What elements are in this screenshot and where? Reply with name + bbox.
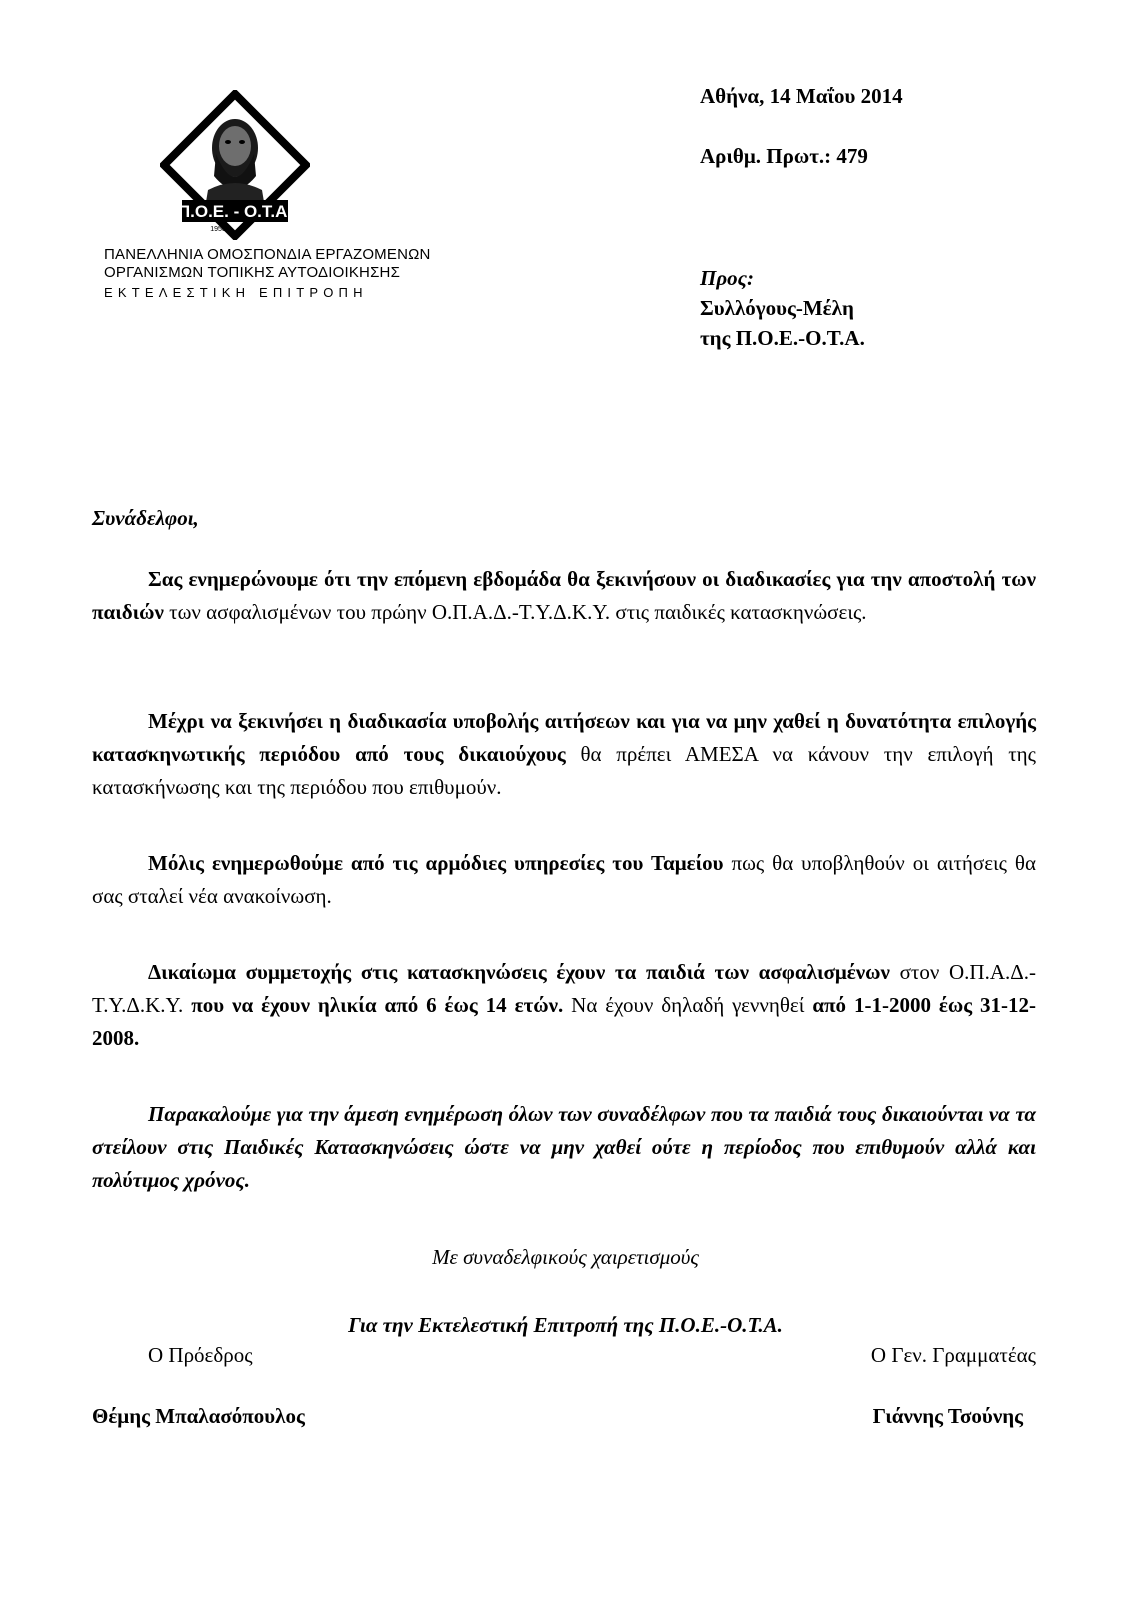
paragraph-2-text: θα πρέπει ΑΜΕΣΑ να κάνουν την επιλογή της κατασκήνωσης και της περιόδου που επιθυμούν. (92, 742, 1036, 799)
president-title: Ο Πρόεδρος (148, 1343, 253, 1367)
secretary-title: Ο Γεν. Γραμματέας (870, 1343, 1036, 1367)
org-committee-line: ΕΚΤΕΛΕΣΤΙΚΗ ΕΠΙΤΡΟΠΗ (104, 285, 368, 300)
logo-text: Π.Ο.Ε. - Ο.Τ.Α. (177, 202, 293, 221)
paragraph-4-bold-3: από 1-1-2000 έως 31-12-2008. (92, 993, 1037, 1050)
president-name: Θέμης Μπαλασόπουλος (92, 1404, 305, 1428)
paragraph-4-text-2: Να έχουν δηλαδή γεννηθεί (563, 993, 813, 1017)
body-paragraph-5: Παρακαλούμε για την άμεση ενημέρωση όλων των συναδέλφων που τα παιδιά τους δικαιούνται να τα στείλουν στις Παιδικές Κατασκηνώσεις ώστε να μην χαθεί ούτε η περίοδος που επιθυμούν αλλά και πολύτιμος χρόνος. (92, 1102, 1036, 1192)
paragraph-4-bold-1: Δικαίωμα συμμετοχής στις κατασκηνώσεις έχουν τα παιδιά των ασφαλισμένων (148, 960, 890, 984)
recipient-line-1: Συλλόγους-Μέλη (700, 296, 854, 320)
org-name-line-2: ΟΡΓΑΝΙΣΜΩΝ ΤΟΠΙΚΗΣ ΑΥΤΟΔΙΟΙΚΗΣΗΣ (104, 264, 401, 281)
paragraph-3-bold: Μόλις ενημερωθούμε από τις αρμόδιες υπηρεσίες του Ταμείου (148, 851, 724, 875)
body-paragraph-1 (92, 563, 1036, 629)
paragraph-1-bold: Σας ενημερώνουμε ότι την επόμενη εβδομάδα θα ξεκινήσουν οι διαδικασίες για την αποστολή των παιδιών (92, 567, 1036, 624)
body-paragraph-4 (92, 956, 1036, 1055)
paragraph-4-text-1: στον Ο.Π.Α.Δ.-Τ.Υ.Δ.Κ.Υ. (92, 960, 1037, 1017)
logo-year: 1950 (210, 226, 226, 233)
poe-ota-logo (160, 90, 310, 240)
org-name-line-1: ΠΑΝΕΛΛΗΝΙΑ ΟΜΟΣΠΟΝΔΙΑ ΕΡΓΑΖΟΜΕΝΩΝ (104, 246, 431, 263)
recipient-line-2: της Π.Ο.Ε.-Ο.Τ.Α. (700, 326, 865, 350)
paragraph-4-bold-2: που να έχουν ηλικία από 6 έως 14 ετών. (191, 993, 564, 1017)
recipient-label: Προς: (700, 266, 755, 290)
paragraph-3-text: πως θα υποβληθούν οι αιτήσεις θα σας σταλεί νέα ανακοίνωση. (92, 851, 1036, 908)
paragraph-1-text: των ασφαλισμένων του πρώην Ο.Π.Α.Δ.-Τ.Υ.Δ.Κ.Υ. στις παιδικές κατασκηνώσεις. (163, 600, 867, 624)
letterhead (104, 90, 431, 300)
body-paragraph-3 (92, 847, 1036, 913)
letter-date: Αθήνα, 14 Μαΐου 2014 (700, 84, 903, 108)
salutation: Συνάδελφοι, (92, 506, 199, 530)
protocol-number: Αριθμ. Πρωτ.: 479 (700, 144, 868, 168)
closing-greeting: Με συναδελφικούς χαιρετισμούς (432, 1245, 699, 1269)
body-paragraph-2 (92, 705, 1036, 804)
committee-signature-line: Για την Εκτελεστική Επιτροπή της Π.Ο.Ε.-Ο.Τ.Α. (348, 1313, 783, 1337)
paragraph-2-bold: Μέχρι να ξεκινήσει η διαδικασία υποβολής αιτήσεων και για να μην χαθεί η δυνατότητα επιλογής κατασκηνωτικής περιόδου από τους δικαιούχους (92, 709, 1036, 766)
secretary-name: Γιάννης Τσούνης (872, 1404, 1023, 1428)
